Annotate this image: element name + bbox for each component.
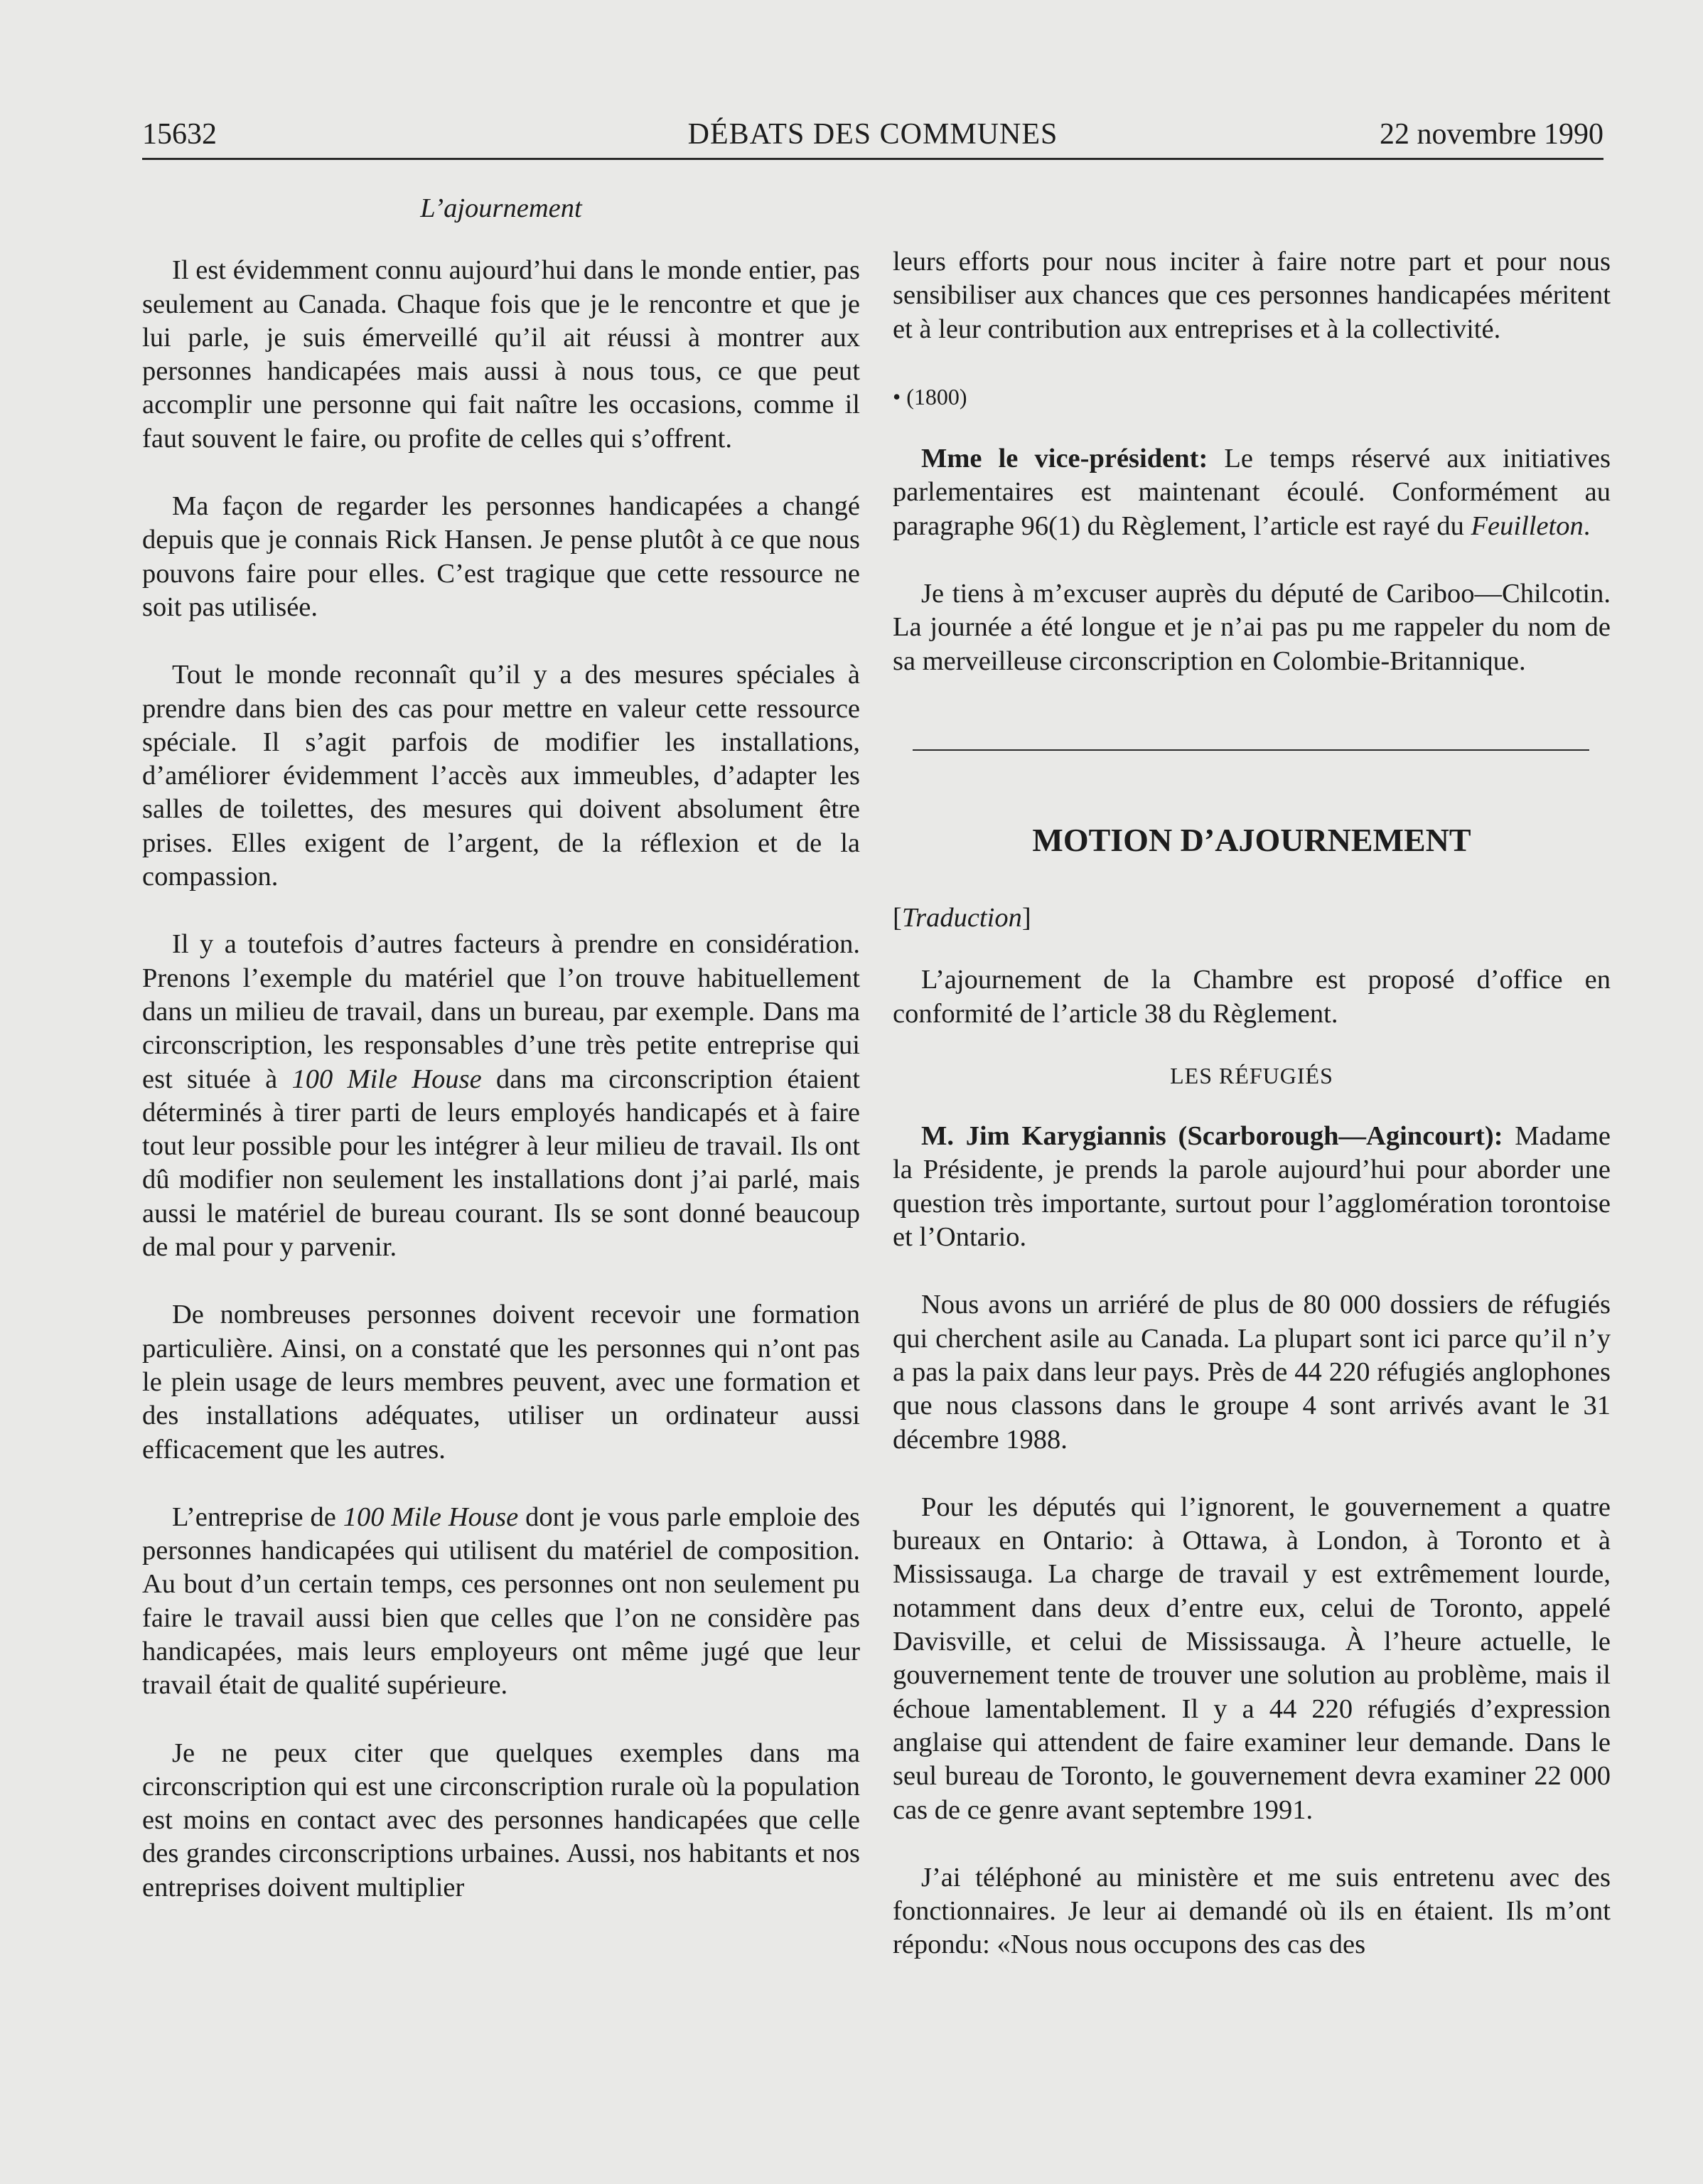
- page-number: 15632: [142, 118, 217, 151]
- paragraph: L’ajournement de la Chambre est proposé d’office en conformité de l’article 38 du Règlement.: [893, 965, 1611, 1029]
- paragraph: De nombreuses personnes doivent recevoir une formation particulière. Ainsi, on a constaté que les personnes qui n’ont pas le plein usage de leurs membres peuvent, avec une formation et des installations adéquates, utiliser un ordinateur aussi efficacement que les autres.: [142, 1300, 860, 1465]
- page-header: [142, 114, 1603, 160]
- speaker-name: M. Jim Karygiannis (Scarborough—Agincourt):: [921, 1121, 1503, 1152]
- paragraph: Il y a toutefois d’autres facteurs à prendre en considération. Prenons l’exemple du matériel que l’on trouve habituellement dans un milieu de travail, dans un bureau, par exemple. Dans ma circonscription, les responsables d’une très petite entreprise qui est située à 100 Mile House dans ma circonscription étaient déterminés à tirer parti de leurs employés handicapés et à faire tout leur possible pour les intégrer à leur milieu de travail. Ils ont dû modifier non seulement les installations dont j’ai parlé, mais aussi le matériel de bureau courant. Ils se sont donné beaucoup de mal pour y parvenir.: [142, 929, 860, 1263]
- running-subhead: L’ajournement: [420, 193, 582, 223]
- time-marker: • (1800): [893, 383, 967, 410]
- paragraph: L’entreprise de 100 Mile House dont je vous parle emploie des personnes handicapées qui utilisent du matériel de composition. Au bout d’un certain temps, ces personnes ont non seulement pu faire le travail aussi bien que celles que l’on ne considère pas handicapées, mais leurs employeurs ont même jugé que leur travail était de qualité supérieure.: [142, 1502, 860, 1701]
- paragraph: Ma façon de regarder les personnes handicapées a changé depuis que je connais Rick Hansen. Je pense plutôt à ce que nous pouvons faire pour elles. C’est tragique que cette ressource ne soit pas utilisée.: [142, 491, 860, 622]
- paragraph: M. Jim Karygiannis (Scarborough—Agincourt): Madame la Présidente, je prends la parole aujourd’hui pour aborder une question très importante, surtout pour l’agglomération torontoise et l’Ontario.: [893, 1121, 1611, 1253]
- place-name: 100 Mile House: [343, 1502, 519, 1532]
- paragraph: Nous avons un arriéré de plus de 80 000 dossiers de réfugiés qui cherchent asile au Canada. La plupart sont ici parce qu’il n’y a pas la paix dans leur pays. Près de 44 220 réfugiés anglophones que nous classons dans le groupe 4 sont arrivés avant le 31 décembre 1988.: [893, 1290, 1611, 1455]
- left-column: [142, 192, 860, 1905]
- speaker-name: Mme le vice-président:: [921, 444, 1208, 474]
- paragraph: Je ne peux citer que quelques exemples dans ma circonscription qui est une circonscription rurale où la population est moins en contact avec des personnes handicapées que celle des grandes circonscriptions urbaines. Aussi, nos habitants et nos entreprises doivent multiplier: [142, 1738, 860, 1902]
- translation-note: [Traduction]: [893, 902, 1031, 933]
- paragraph: J’ai téléphoné au ministère et me suis entretenu avec des fonctionnaires. Je leur ai demandé où ils en étaient. Ils m’ont répondu: «Nous nous occupons des cas des: [893, 1862, 1611, 1960]
- topic-heading: LES RÉFUGIÉS: [1170, 1062, 1333, 1088]
- publication-title: DÉBATS DES COMMUNES: [687, 118, 1058, 151]
- right-column: [893, 192, 1611, 1962]
- paragraph: Je tiens à m’excuser auprès du député de Cariboo—Chilcotin. La journée a été longue et je n’ai pas pu me rappeler du nom de sa merveilleuse circonscription en Colombie-Britannique.: [893, 579, 1611, 676]
- publication-date: 22 novembre 1990: [1380, 118, 1603, 151]
- paragraph: Mme le vice-président: Le temps réservé aux initiatives parlementaires est maintenant écoulé. Conformément au paragraphe 96(1) du Règlement, l’article est rayé du Feuilleton.: [893, 444, 1611, 541]
- section-title: MOTION D’AJOURNEMENT: [1032, 821, 1471, 858]
- paragraph: leurs efforts pour nous inciter à faire notre part et pour nous sensibiliser aux chances que ces personnes handicapées méritent et à leur contribution aux entreprises et à la collectivité.: [893, 247, 1611, 344]
- place-name: 100 Mile House: [291, 1064, 482, 1094]
- paragraph: Tout le monde reconnaît qu’il y a des mesures spéciales à prendre dans bien des cas pour mettre en valeur cette ressource spéciale. Il s’agit parfois de modifier les installations, d’améliorer évidemment l’accès aux immeubles, d’adapter les salles de toilettes, des mesures qui doivent absolument être prises. Elles exigent de l’argent, de la réflexion et de la compassion.: [142, 660, 860, 892]
- paragraph: Il est évidemment connu aujourd’hui dans le monde entier, pas seulement au Canada. Chaque fois que je le rencontre et que je lui parle, je suis émerveillé qu’il ait réussi à montrer aux personnes handicapées mais aussi à nous tous, ce que peut accomplir une personne qui fait naître les occasions, comme il faut souvent le faire, ou profite de celles qui s’offrent.: [142, 255, 860, 454]
- paragraph: Pour les députés qui l’ignorent, le gouvernement a quatre bureaux en Ontario: à Ottawa, à London, à Toronto et à Mississauga. La charge de travail y est extrêmement lourde, notamment dans deux d’entre eux, celui de Toronto, appelé Davisville, et celui de Mississauga. À l’heure actuelle, le gouvernement tente de trouver une solution au problème, mais il échoue lamentablement. Il y a 44 220 réfugiés d’expression anglaise qui attendent de faire examiner leur demande. Dans le seul bureau de Toronto, le gouvernement devra examiner 22 000 cas de ce genre avant septembre 1991.: [893, 1492, 1611, 1825]
